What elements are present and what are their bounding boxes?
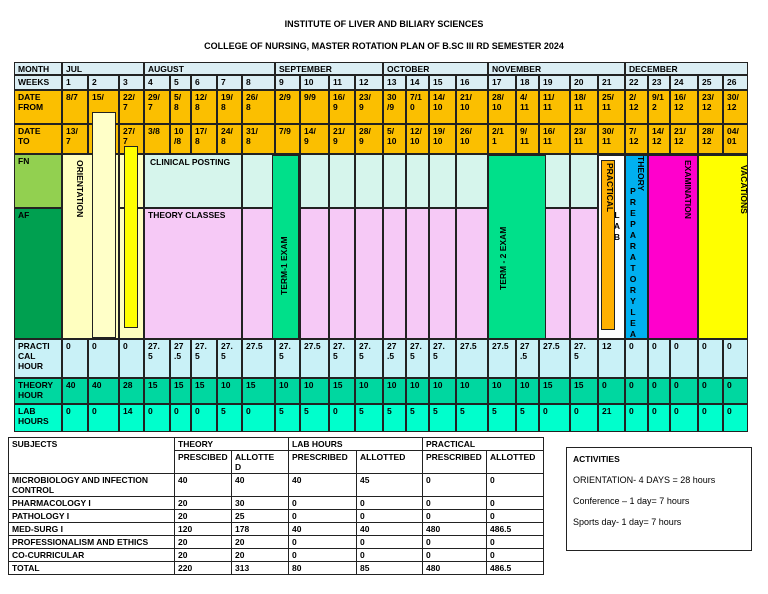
lab-hour-value: 5 [355, 404, 383, 432]
subject-value: 20 [175, 536, 232, 549]
date-from: 12/ 8 [191, 90, 217, 124]
date-from: 19/ 8 [217, 90, 242, 124]
subject-value: 40 [289, 474, 357, 497]
subject-value: 0 [423, 497, 487, 510]
lab-hour-value: 0 [191, 404, 217, 432]
preparatory-letter: P [630, 186, 636, 196]
date-from: 28/ 10 [488, 90, 516, 124]
date-from: 26/ 8 [242, 90, 275, 124]
preparatory-letter: E [630, 318, 636, 328]
practical-hour-value: 27 .5 [170, 339, 191, 378]
lab-hours-header: LAB HOURS [289, 438, 423, 451]
theory-hour-value: 10 [217, 378, 242, 404]
subject-value: 313 [232, 562, 289, 575]
subject-row [9, 510, 544, 523]
theory-hour-value: 0 [670, 378, 698, 404]
practical-hour-value: 27. 5 [144, 339, 170, 378]
date-to: 16/ 11 [539, 124, 570, 154]
date-from: 22/ 7 [119, 90, 144, 124]
practical-hour-value: 27.5 [300, 339, 329, 378]
date-to: 28/ 9 [355, 124, 383, 154]
lab-hour-value: 5 [300, 404, 329, 432]
lab-hour-value: 0 [170, 404, 191, 432]
preparatory-letter: P [630, 219, 636, 229]
fn-cell [300, 154, 329, 208]
activity-item: ORIENTATION- 4 DAYS = 28 hours [573, 475, 716, 485]
practical-hour-value: 27. 5 [329, 339, 355, 378]
date-from: 2/ 12 [625, 90, 648, 124]
date-from: 11/ 11 [539, 90, 570, 124]
lab-hour-value: 5 [275, 404, 300, 432]
preparatory-letter: A [629, 329, 637, 338]
af-cell [355, 208, 383, 339]
subjects-header: SUBJECTS [9, 438, 175, 474]
week-number: 19 [539, 75, 570, 90]
week-number: 23 [648, 75, 670, 90]
lab-hour-value: 0 [242, 404, 275, 432]
term1-exam-label: TERM-1 EXAM [279, 236, 289, 295]
theory-hour-value: 15 [242, 378, 275, 404]
date-from: 7/1 0 [406, 90, 429, 124]
preparatory-letter: Y [630, 296, 636, 306]
week-number: 6 [191, 75, 217, 90]
lab-hour-value: 0 [144, 404, 170, 432]
fn-cell [355, 154, 383, 208]
subject-value: 20 [232, 549, 289, 562]
month-label: MONTH [14, 62, 62, 75]
date-to: 19/ 10 [429, 124, 456, 154]
theory-hour-value: 10 [456, 378, 488, 404]
subject-value: 40 [357, 523, 423, 536]
term2-exam-block [488, 155, 546, 339]
theory-hour-value: 10 [355, 378, 383, 404]
fn-label: FN [14, 154, 62, 208]
theory-header: THEORY [175, 438, 289, 451]
practical-header: PRACTICAL [423, 438, 544, 451]
date-to-label: DATE TO [14, 124, 62, 154]
af-cell [329, 208, 355, 339]
lab-hour-value: 0 [723, 404, 748, 432]
lab-hour-value: 5 [217, 404, 242, 432]
preparatory-letter: R [629, 197, 637, 207]
practical-hour-value: 0 [625, 339, 648, 378]
date-to: 10 /8 [170, 124, 191, 154]
week-number: 2 [88, 75, 119, 90]
plan-title: COLLEGE OF NURSING, MASTER ROTATION PLAN OF B.SC III RD SEMESTER 2024 [204, 41, 564, 51]
practical-hour-value: 27. 5 [570, 339, 598, 378]
theory-hour-label: THEORY HOUR [14, 378, 62, 404]
date-to: 17/ 8 [191, 124, 217, 154]
lab-hour-value: 5 [516, 404, 539, 432]
lab-hour-value: 5 [456, 404, 488, 432]
subject-value: 0 [357, 536, 423, 549]
fn-cell [242, 154, 275, 208]
lab-hour-value: 0 [329, 404, 355, 432]
practical-hour-value: 27. 5 [355, 339, 383, 378]
month-header: SEPTEMBER [275, 62, 383, 75]
institute-title: INSTITUTE OF LIVER AND BILIARY SCIENCES [284, 19, 484, 29]
lab-hour-value: 0 [670, 404, 698, 432]
practical-hour-value: 0 [698, 339, 723, 378]
subject-name: MICROBIOLOGY AND INFECTION CONTROL [9, 474, 175, 497]
subject-row [9, 549, 544, 562]
week-number: 8 [242, 75, 275, 90]
date-from: 23/ 9 [355, 90, 383, 124]
theory-hour-value: 10 [406, 378, 429, 404]
subject-value: 178 [232, 523, 289, 536]
subject-value: 0 [487, 536, 544, 549]
practical-hour-value: 0 [62, 339, 88, 378]
theory-hour-value: 15 [170, 378, 191, 404]
vacations-label: VACATIONS [739, 165, 749, 214]
preparatory-letter: L [630, 307, 636, 317]
date-from: 5/ 8 [170, 90, 191, 124]
week-number: 10 [300, 75, 329, 90]
practical-hour-value: 27. 5 [275, 339, 300, 378]
subject-value: 20 [175, 497, 232, 510]
theory-hour-value: 10 [488, 378, 516, 404]
week-number: 17 [488, 75, 516, 90]
theory-hour-value: 40 [62, 378, 88, 404]
subject-value: 25 [232, 510, 289, 523]
subject-row [9, 523, 544, 536]
theory-vertical-label: THEORY [636, 156, 646, 192]
date-from: 30 /9 [383, 90, 406, 124]
date-to: 04/ 01 [723, 124, 748, 154]
subject-value: 0 [289, 510, 357, 523]
lab-hour-value: 21 [598, 404, 625, 432]
theory-hour-value: 10 [429, 378, 456, 404]
preparatory-letter: E [630, 208, 636, 218]
theory-hour-value: 0 [648, 378, 670, 404]
subject-value: 40 [232, 474, 289, 497]
week-number: 11 [329, 75, 355, 90]
subject-value: 0 [357, 497, 423, 510]
practical-hour-value: 27. 5 [191, 339, 217, 378]
subject-value: 40 [289, 523, 357, 536]
lab-hour-value: 0 [648, 404, 670, 432]
week-number: 20 [570, 75, 598, 90]
week-number: 7 [217, 75, 242, 90]
date-from: 9/9 [300, 90, 329, 124]
practical-hour-value: 12 [598, 339, 625, 378]
theory-hour-value: 15 [539, 378, 570, 404]
theory-hour-value: 15 [144, 378, 170, 404]
preparatory-letter: A [629, 230, 637, 240]
af-cell [242, 208, 275, 339]
practical-label: PRACTICAL [605, 163, 615, 213]
practical-hour-value: 0 [723, 339, 748, 378]
fn-cell [406, 154, 429, 208]
examination-label: EXAMINATION [683, 160, 693, 219]
date-from: 18/ 11 [570, 90, 598, 124]
week2-bar [92, 112, 116, 338]
fn-cell [456, 154, 488, 208]
date-to: 23/ 11 [570, 124, 598, 154]
practical-hour-value: 0 [88, 339, 119, 378]
subject-name: TOTAL [9, 562, 175, 575]
subject-value: 0 [487, 497, 544, 510]
subjects-subheader: PRESCIBED [175, 451, 232, 474]
week-number: 9 [275, 75, 300, 90]
date-to: 27/ 7 [119, 124, 144, 154]
af-cell [570, 208, 598, 339]
subject-value: 0 [423, 536, 487, 549]
fn-cell [329, 154, 355, 208]
theory-hour-value: 10 [275, 378, 300, 404]
week-number: 5 [170, 75, 191, 90]
subject-value: 480 [423, 562, 487, 575]
subject-value: 0 [289, 536, 357, 549]
date-to: 30/ 11 [598, 124, 625, 154]
week-number: 21 [598, 75, 625, 90]
date-from: 21/ 10 [456, 90, 488, 124]
practical-hour-value: 27. 5 [429, 339, 456, 378]
activities-title: ACTIVITIES [573, 454, 620, 464]
theory-hour-value: 15 [329, 378, 355, 404]
date-from: 8/7 [62, 90, 88, 124]
subject-value: 0 [289, 549, 357, 562]
week-number: 1 [62, 75, 88, 90]
subject-value: 486.5 [487, 523, 544, 536]
subject-value: 486.5 [487, 562, 544, 575]
subject-value: 20 [175, 510, 232, 523]
month-header: OCTOBER [383, 62, 488, 75]
theory-hour-value: 10 [300, 378, 329, 404]
date-to: 13/ 7 [62, 124, 88, 154]
lab-hour-value: 0 [625, 404, 648, 432]
theory-hour-value: 0 [723, 378, 748, 404]
week-number: 16 [456, 75, 488, 90]
subject-value: 0 [423, 510, 487, 523]
week-number: 22 [625, 75, 648, 90]
date-from: 14/ 10 [429, 90, 456, 124]
practical-hour-value: 27.5 [488, 339, 516, 378]
subject-value: 30 [232, 497, 289, 510]
week-number: 24 [670, 75, 698, 90]
date-to: 9/ 11 [516, 124, 539, 154]
subject-row [9, 497, 544, 510]
date-from: 29/ 7 [144, 90, 170, 124]
subject-name: MED-SURG I [9, 523, 175, 536]
activity-item: Sports day- 1 day= 7 hours [573, 517, 682, 527]
subjects-header-row [9, 438, 544, 451]
week3-bar [124, 146, 138, 328]
subject-value: 0 [289, 497, 357, 510]
week-number: 12 [355, 75, 383, 90]
month-header: JUL [62, 62, 144, 75]
date-to: 21/ 9 [329, 124, 355, 154]
theory-classes-label: THEORY CLASSES [148, 210, 226, 220]
week-number: 13 [383, 75, 406, 90]
week-number: 18 [516, 75, 539, 90]
practical-hour-value: 27.5 [456, 339, 488, 378]
date-from: 15/ [88, 90, 119, 124]
practical-hour-value: 27. 5 [217, 339, 242, 378]
date-from: 2/9 [275, 90, 300, 124]
subject-name: CO-CURRICULAR [9, 549, 175, 562]
lab-hour-value: 0 [539, 404, 570, 432]
lab-hour-value: 14 [119, 404, 144, 432]
subjects-subheader: ALLOTTE D [232, 451, 289, 474]
fn-cell [383, 154, 406, 208]
date-from: 16/ 9 [329, 90, 355, 124]
date-to: 2/1 1 [488, 124, 516, 154]
subject-value: 0 [487, 549, 544, 562]
af-cell [406, 208, 429, 339]
month-header: DECEMBER [625, 62, 748, 75]
subjects-table [8, 437, 544, 575]
theory-classes-band [144, 208, 242, 339]
theory-hour-value: 15 [570, 378, 598, 404]
subject-value: 85 [357, 562, 423, 575]
subject-value: 0 [487, 510, 544, 523]
preparatory-letter: O [629, 274, 637, 284]
week-number: 14 [406, 75, 429, 90]
subject-value: 220 [175, 562, 232, 575]
practical-hour-value: 0 [119, 339, 144, 378]
theory-hour-value: 15 [191, 378, 217, 404]
af-cell [383, 208, 406, 339]
subject-value: 0 [423, 549, 487, 562]
date-from-label: DATE FROM [14, 90, 62, 124]
theory-hour-value: 10 [516, 378, 539, 404]
theory-hour-value: 0 [625, 378, 648, 404]
date-to: 31/ 8 [242, 124, 275, 154]
preparatory-letter: R [629, 285, 637, 295]
subject-row [9, 562, 544, 575]
activities-box [566, 447, 752, 551]
lab-hour-value: 0 [62, 404, 88, 432]
practical-hour-value: 27 .5 [383, 339, 406, 378]
subjects-subheader: ALLOTTED [357, 451, 423, 474]
lab-label [612, 210, 622, 255]
af-cell [429, 208, 456, 339]
subject-name: PROFESSIONALISM AND ETHICS [9, 536, 175, 549]
date-to: 21/ 12 [670, 124, 698, 154]
subject-value: 20 [175, 549, 232, 562]
date-to: 28/ 12 [698, 124, 723, 154]
date-to: 14/ 9 [300, 124, 329, 154]
clinical-posting-label: CLINICAL POSTING [150, 157, 231, 167]
date-to: 7/9 [275, 124, 300, 154]
practical-hour-value: 27. 5 [406, 339, 429, 378]
lab-hour-value: 5 [406, 404, 429, 432]
subject-value: 0 [487, 474, 544, 497]
month-header: NOVEMBER [488, 62, 625, 75]
preparatory-letter: A [629, 252, 637, 262]
subject-value: 80 [289, 562, 357, 575]
subject-value: 0 [423, 474, 487, 497]
af-cell [456, 208, 488, 339]
subject-value: 40 [175, 474, 232, 497]
date-to: 14/ 12 [648, 124, 670, 154]
af-cell [300, 208, 329, 339]
theory-hour-value: 28 [119, 378, 144, 404]
lab-hour-value: 5 [429, 404, 456, 432]
subjects-subheader: ALLOTTED [487, 451, 544, 474]
date-from: 16/ 12 [670, 90, 698, 124]
lab-hours-label: LAB HOURS [14, 404, 62, 432]
term2-exam-label: TERM - 2 EXAM [498, 226, 508, 290]
theory-hour-value: 40 [88, 378, 119, 404]
date-from: 30/ 12 [723, 90, 748, 124]
subjects-subheader: PRESCRIBED [423, 451, 487, 474]
week-number: 4 [144, 75, 170, 90]
week-number: 3 [119, 75, 144, 90]
week-number: 15 [429, 75, 456, 90]
subject-value: 0 [357, 549, 423, 562]
date-to: 24/ 8 [217, 124, 242, 154]
af-label: AF [14, 208, 62, 339]
subject-name: PATHOLOGY I [9, 510, 175, 523]
practical-hour-value: 0 [670, 339, 698, 378]
subject-name: PHARMACOLOGY I [9, 497, 175, 510]
lab-letter: A [613, 221, 621, 231]
lab-hour-value: 0 [570, 404, 598, 432]
theory-hour-value: 0 [598, 378, 625, 404]
subjects-subheader: PRESCRIBED [289, 451, 357, 474]
date-to: 3/8 [144, 124, 170, 154]
theory-hour-value: 10 [383, 378, 406, 404]
lab-letter: L [614, 210, 620, 220]
subject-value: 20 [232, 536, 289, 549]
subject-value: 120 [175, 523, 232, 536]
fn-cell [429, 154, 456, 208]
lab-hour-value: 0 [88, 404, 119, 432]
practical-hour-value: 27.5 [242, 339, 275, 378]
subject-row [9, 536, 544, 549]
preparatory-leave-label [626, 186, 640, 338]
practical-hour-value: 27.5 [539, 339, 570, 378]
preparatory-letter: T [630, 263, 636, 273]
date-from: 23/ 12 [698, 90, 723, 124]
lab-hour-value: 5 [488, 404, 516, 432]
fn-cell [570, 154, 598, 208]
lab-letter: B [613, 232, 621, 242]
date-from: 25/ 11 [598, 90, 625, 124]
date-to: 26/ 10 [456, 124, 488, 154]
date-from: 4/ 11 [516, 90, 539, 124]
practical-hour-value: 27 .5 [516, 339, 539, 378]
date-to: 12/ 10 [406, 124, 429, 154]
preparatory-letter: R [629, 241, 637, 251]
practical-hour-label: PRACTI CAL HOUR [14, 339, 62, 378]
practical-hour-value: 0 [648, 339, 670, 378]
orientation-label: ORIENTATION [75, 160, 85, 218]
subject-value: 45 [357, 474, 423, 497]
week-number: 26 [723, 75, 748, 90]
theory-hour-value: 0 [698, 378, 723, 404]
month-header: AUGUST [144, 62, 275, 75]
date-to: 7/ 12 [625, 124, 648, 154]
lab-hour-value: 5 [383, 404, 406, 432]
date-to: 5/ 10 [383, 124, 406, 154]
week-number: 25 [698, 75, 723, 90]
subject-value: 0 [357, 510, 423, 523]
subject-row [9, 474, 544, 497]
date-from: 9/1 2 [648, 90, 670, 124]
subject-value: 480 [423, 523, 487, 536]
lab-hour-value: 0 [698, 404, 723, 432]
activity-item: Conference – 1 day= 7 hours [573, 496, 690, 506]
weeks-label: WEEKS [14, 75, 62, 90]
